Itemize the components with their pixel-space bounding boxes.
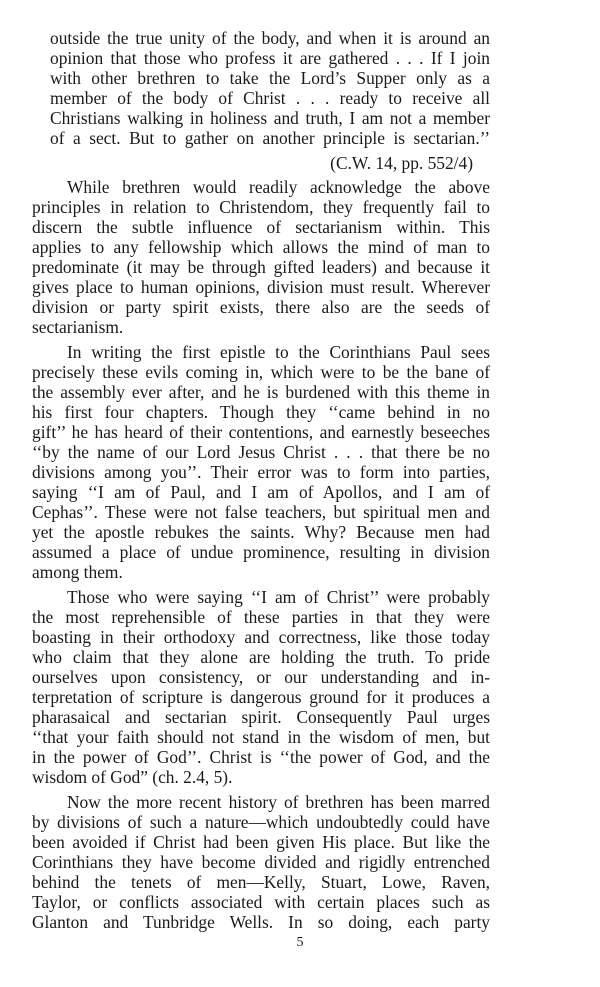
text-line: ourselves upon consistency, or our understanding and in- <box>32 667 490 687</box>
text-line: divisions among you’’. Their error was to form into parties, <box>32 462 490 482</box>
block-quote <box>0 28 600 148</box>
text-line: who claim that they alone are holding the truth. To pride <box>32 647 490 667</box>
text-line: by divisions of such a nature—which undoubtedly could have <box>32 812 490 832</box>
quote-line: member of the body of Christ . . . ready to receive all <box>50 88 490 108</box>
quote-citation: (C.W. 14, pp. 552/4) <box>330 153 473 173</box>
text-line: While brethren would readily acknowledge the above <box>67 177 490 197</box>
text-line: yet the apostle rebukes the saints. Why? Because men had <box>32 522 490 542</box>
text-line: among them. <box>32 562 123 582</box>
page-number: 5 <box>296 935 304 950</box>
text-line: his first four chapters. Though they ‘‘came behind in no <box>32 402 490 422</box>
paragraph <box>0 177 600 337</box>
text-line: sectarianism. <box>32 317 124 337</box>
text-line: pharasaical and sectarian spirit. Consequently Paul urges <box>32 707 490 727</box>
text-line: been avoided if Christ had been given His place. But like the <box>32 832 490 852</box>
quote-line: outside the true unity of the body, and when it is around an <box>50 28 490 48</box>
text-line: saying ‘‘I am of Paul, and I am of Apollos, and I am of <box>32 482 490 502</box>
text-line: in the power of God’’. Christ is ‘‘the power of God, and the <box>32 747 490 767</box>
text-line: ‘‘that your faith should not stand in the wisdom of men, but <box>32 727 490 747</box>
paragraph <box>0 587 600 787</box>
text-line: discern the subtle influence of sectarianism within. This <box>32 217 490 237</box>
text-line: gift’’ he has heard of their contentions, and earnestly beseeches <box>32 422 490 442</box>
text-line: the assembly ever after, and he is burdened with this theme in <box>32 382 490 402</box>
text-line: Those who were saying ‘‘I am of Christ’’ were probably <box>67 587 490 607</box>
text-line: Taylor, or conflicts associated with certain places such as <box>32 892 490 912</box>
text-line: precisely these evils coming in, which were to be the bane of <box>32 362 490 382</box>
paragraph <box>0 792 600 932</box>
text-line: division or party spirit exists, there also are the seeds of <box>32 297 490 317</box>
text-line: terpretation of scripture is dangerous ground for it produces a <box>32 687 490 707</box>
paragraph <box>0 342 600 582</box>
quote-line: of a sect. But to gather on another principle is sectarian.’’ <box>50 128 490 148</box>
text-line: behind the tenets of men—Kelly, Stuart, Lowe, Raven, <box>32 872 490 892</box>
text-line: Corinthians they have become divided and rigidly entrenched <box>32 852 490 872</box>
quote-line: with other brethren to take the Lord’s Supper only as a <box>50 68 490 88</box>
text-line: Glanton and Tunbridge Wells. In so doing, each party <box>32 912 490 932</box>
quote-line: Christians walking in holiness and truth, I am not a member <box>50 108 490 128</box>
text-line: assumed a place of undue prominence, resulting in division <box>32 542 490 562</box>
text-line: predominate (it may be through gifted leaders) and because it <box>32 257 490 277</box>
text-line: the most reprehensible of these parties in that they were <box>32 607 490 627</box>
text-line: Now the more recent history of brethren has been marred <box>67 792 490 812</box>
text-line: Cephas’’. These were not false teachers, but spiritual men and <box>32 502 490 522</box>
text-line: In writing the first epistle to the Corinthians Paul sees <box>67 342 490 362</box>
text-line: gives place to human opinions, division must result. Wherever <box>32 277 490 297</box>
body-text <box>0 177 600 932</box>
text-line: ‘‘by the name of our Lord Jesus Christ . . . that there be no <box>32 442 490 462</box>
text-line: principles in relation to Christendom, they frequently fail to <box>32 197 490 217</box>
text-line: wisdom of God” (ch. 2.4, 5). <box>32 767 233 787</box>
document-page <box>0 28 600 937</box>
quote-line: opinion that those who profess it are gathered . . . If I join <box>50 48 490 68</box>
text-line: boasting in their orthodoxy and correctness, like those today <box>32 627 490 647</box>
text-line: applies to any fellowship which allows the mind of man to <box>32 237 490 257</box>
